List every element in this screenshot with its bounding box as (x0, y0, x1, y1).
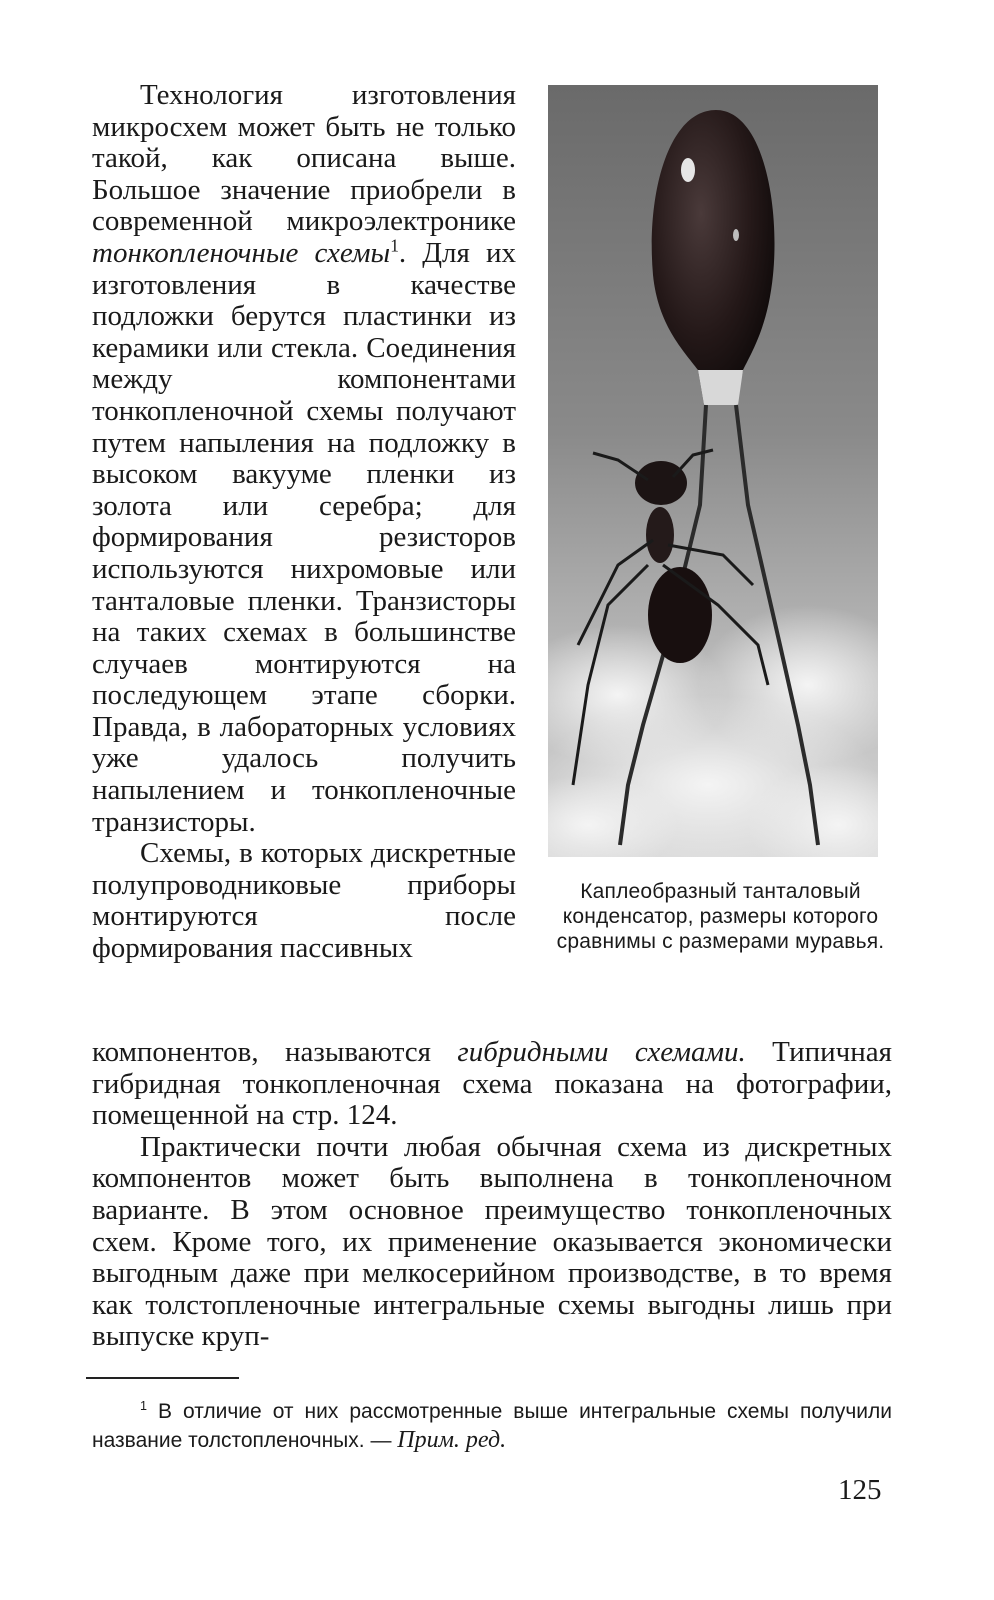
paragraph-thin-film (92, 80, 516, 838)
italic-term: тонкопленочные схемы (92, 236, 391, 269)
footnote-mark: 1 (140, 1399, 148, 1413)
left-text-column (92, 80, 516, 965)
paragraph-text: Технология изготовления микросхем может быть не только такой, как описана выше. Большое значение приобрели в современной микроэлектронике (92, 79, 516, 238)
paragraph-text: Типичная гибридная тонкопленочная схема показана на фотографии, помещенной на стр. 124. (92, 1036, 892, 1132)
footnote (92, 1398, 892, 1455)
paragraph-hybrid-start: Схемы, в которых дискретные полупроводниковые приборы монтируются после формирования пассивных (92, 837, 516, 965)
paragraph-text: компонентов, называются (92, 1036, 458, 1068)
figure (548, 85, 885, 954)
paragraph-advantages: Практически почти любая обычная схема из дискретных компонентов может быть выполнена в тонкопленочном варианте. В этом основное преимущество тонкопленочных схем. Кроме того, их применение оказывается экономически выгодным даже при мелкосерийном производстве, в то время как толстопленочные интегральные схемы выгодны лишь при выпуске круп- (92, 1130, 892, 1353)
full-width-text (92, 1037, 892, 1353)
editor-note: Прим. ред. (397, 1427, 507, 1453)
paragraph-text: . Для их изготовления в качестве подложки берутся пластинки из керамики или стекла. Соединения между компонентами тонкопленочной схемы получают путем напыления на подложку в высоком вакууме пленки из золота или серебра; для формирования резисторов используются нихромовые или танталовые пленки. Транзисторы на таких схемах в большинстве случаев монтируются на последующем этапе сборки. Правда, в лабораторных условиях уже удалось получить напылением и тонкопленочные транзисторы. (92, 236, 516, 838)
capacitor-ant-photo (548, 85, 878, 857)
paragraph-hybrid-continued (92, 1037, 892, 1132)
figure-caption: Каплеобразный танталовый конденсатор, размеры которого сравнимы с размерами муравья. (556, 880, 885, 953)
italic-term: гибридными схемами. (457, 1036, 746, 1068)
page-number: 125 (838, 1474, 882, 1506)
footnote-reference: 1 (390, 235, 399, 256)
footnote-text: В отличие от них рассмотренные выше интегральные схемы получили название толстопленочных. — (92, 1400, 892, 1452)
footnote-divider (86, 1377, 239, 1379)
